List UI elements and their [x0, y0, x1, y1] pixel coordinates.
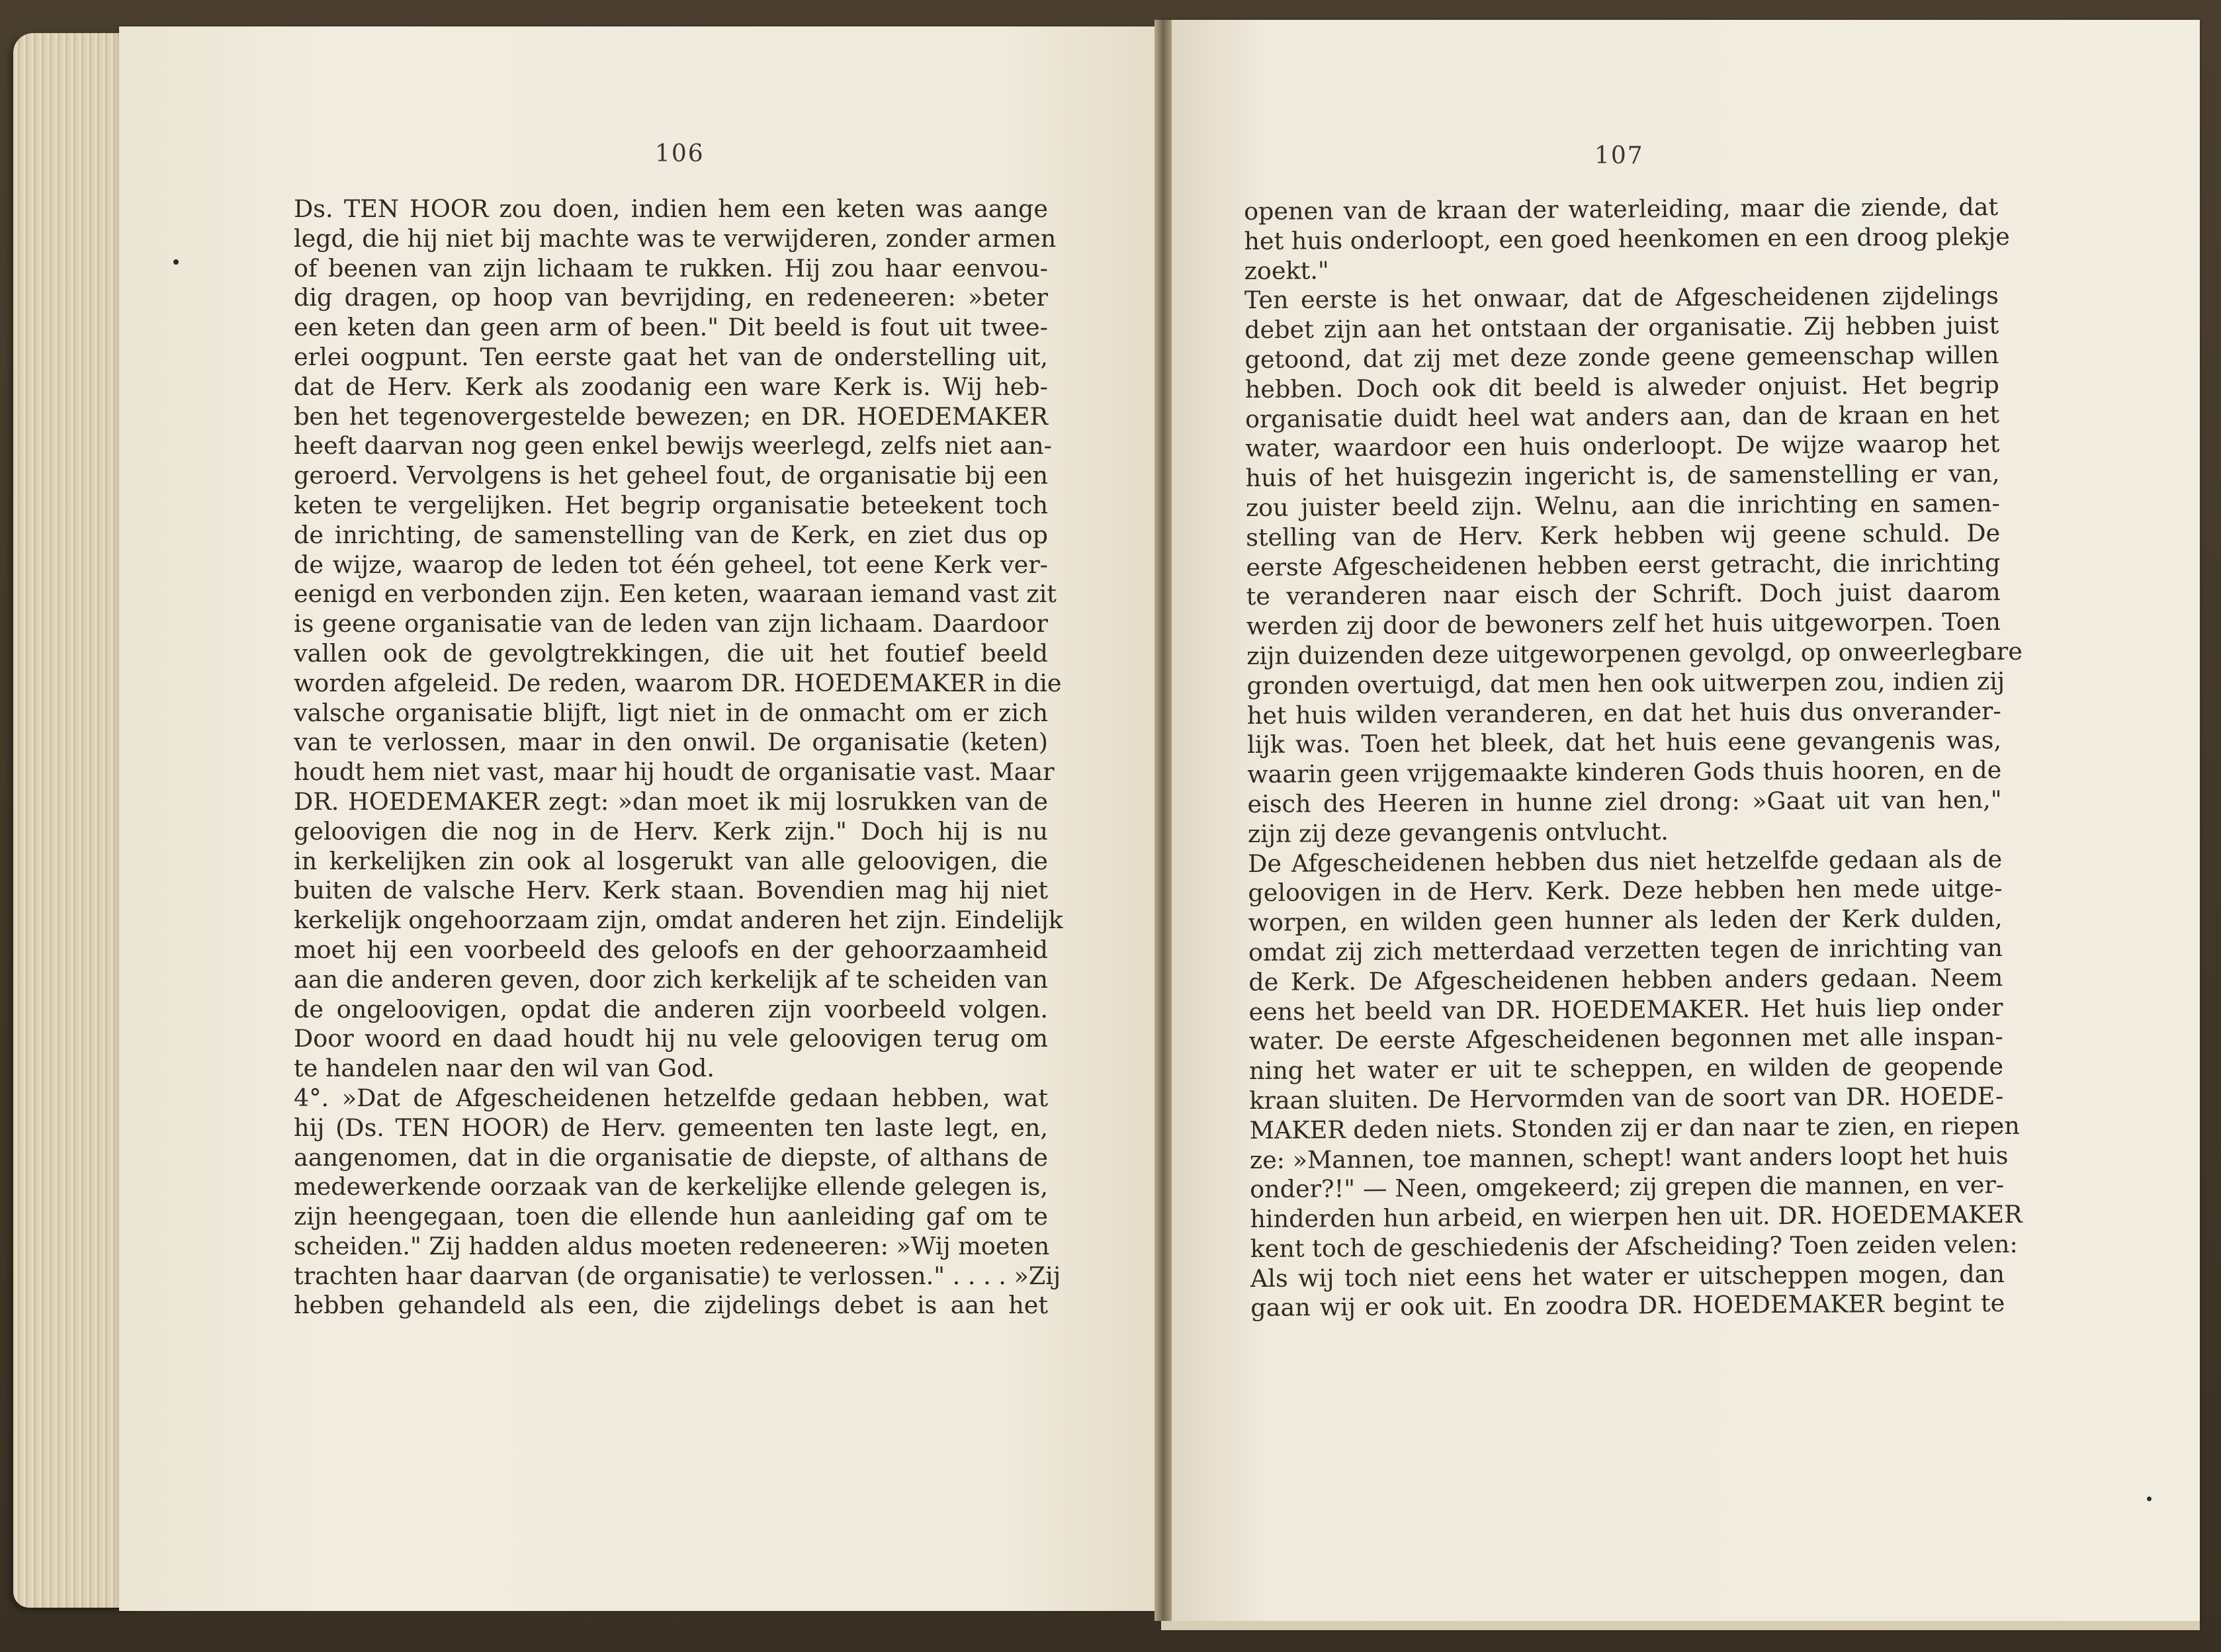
text-line: werden zij door de bewoners zelf het huis uitgeworpen. Toen — [1246, 607, 2001, 641]
text-line: hinderden hun arbeid, en wierpen hen uit. DR. HOEDEMAKER — [1250, 1199, 2023, 1234]
page-number-right: 107 — [1594, 142, 1644, 169]
right-page-text — [1244, 193, 2023, 1323]
text-line: moet hij een voorbeeld des geloofs en der gehoorzaamheid — [294, 935, 1048, 964]
text-line: lijk was. Toen het bleek, dat het huis eene gevangenis was, — [1246, 726, 2002, 760]
text-line: hebben gehandeld als een, die zijdelings debet is aan het — [294, 1291, 1048, 1320]
text-line: gaan wij er ook uit. En zoodra DR. HOEDEMAKER begint te — [1250, 1289, 2005, 1323]
text-line: te handelen naar den wil van God. — [294, 1054, 715, 1083]
text-line: ben het tegenovergestelde bewezen; en DR. HOEDEMAKER — [294, 402, 1048, 431]
text-line: eisch des Heeren in hunne ziel drong: »Gaat uit van hen," — [1247, 785, 2002, 818]
text-line: van te verlossen, maar in den onwil. De organisatie (keten) — [294, 728, 1048, 757]
text-line: debet zijn aan het ontstaan der organisatie. Zij hebben juist — [1244, 311, 1999, 345]
text-line: water, waardoor een huis onderloopt. De wijze waarop het — [1245, 429, 2000, 463]
text-line: hij (Ds. TEN HOOR) de Herv. gemeenten ten laste legt, en, — [294, 1113, 1048, 1142]
text-line: zou juister beeld zijn. Welnu, aan die inrichting en samen- — [1245, 488, 2000, 522]
text-line: omdat zij zich metterdaad verzetten tegen de inrichting van — [1248, 933, 2003, 967]
text-line: geloovigen in de Herv. Kerk. Deze hebben hen mede uitge- — [1248, 874, 2003, 908]
text-line: keten te vergelijken. Het begrip organisatie beteekent toch — [294, 490, 1048, 519]
page-number-left: 106 — [655, 140, 705, 167]
text-line: hebben. Doch ook dit beeld is alweder onjuist. Het begrip — [1244, 370, 1999, 404]
text-line: kraan sluiten. De Hervormden van de soort van DR. HOEDE- — [1249, 1081, 2004, 1115]
text-line: eens het beeld van DR. HOEDEMAKER. Het huis liep onder — [1248, 992, 2003, 1026]
text-line: eerste Afgescheidenen hebben eerst getracht, die inrichting — [1246, 548, 2001, 582]
text-line: medewerkende oorzaak van de kerkelijke ellende gelegen is, — [294, 1172, 1048, 1201]
text-line: geloovigen die nog in de Herv. Kerk zijn." Doch hij is nu — [294, 816, 1048, 846]
text-line: water. De eerste Afgescheidenen begonnen met alle inspan- — [1248, 1022, 2003, 1056]
text-line: ze: »Mannen, toe mannen, schept! want anders loopt het huis — [1249, 1141, 2009, 1174]
text-line: zijn heengegaan, toen die ellende hun aanleiding gaf om te — [294, 1202, 1048, 1231]
text-line: zoekt." — [1244, 255, 1329, 285]
text-line: scheiden." Zij hadden aldus moeten redeneeren: »Wij moeten — [294, 1231, 1050, 1260]
text-line: aangenomen, dat in die organisatie de diepste, of althans de — [294, 1143, 1048, 1172]
text-line: gronden overtuigd, dat men hen ook uitwerpen zou, indien zij — [1246, 666, 2005, 700]
text-line: Als wij toch niet eens het water er uitscheppen mogen, dan — [1250, 1259, 2005, 1293]
text-line: het huis wilden veranderen, en dat het huis dus onverander- — [1246, 696, 2001, 730]
text-line: DR. HOEDEMAKER zegt: »dan moet ik mij losrukken van de — [294, 787, 1048, 816]
text-line: eenigd en verbonden zijn. Een keten, waaraan iemand vast zit — [294, 580, 1057, 609]
text-line: zijn zij deze gevangenis ontvlucht. — [1247, 816, 1669, 848]
text-line: trachten haar daarvan (de organisatie) te verlossen." . . . . »Zij — [294, 1261, 1061, 1290]
ink-speck — [173, 259, 179, 265]
text-line: MAKER deden niets. Stonden zij er dan naar te zien, en riepen — [1249, 1111, 2020, 1145]
text-line: valsche organisatie blijft, ligt niet in de onmacht om er zich — [294, 698, 1048, 727]
text-line: aan die anderen geven, door zich kerkelijk af te scheiden van — [294, 965, 1048, 994]
text-line: De Afgescheidenen hebben dus niet hetzelfde gedaan als de — [1248, 844, 2003, 878]
text-line: legd, die hij niet bij machte was te verwijderen, zonder armen — [294, 224, 1057, 253]
text-line: stelling van de Herv. Kerk hebben wij geene schuld. De — [1246, 518, 2001, 552]
text-line: Ten eerste is het onwaar, dat de Afgescheidenen zijdelings — [1244, 281, 1999, 315]
text-line: vallen ook de gevolgtrekkingen, die uit het foutief beeld — [294, 638, 1048, 668]
ink-speck — [2147, 1497, 2152, 1501]
text-line: de Kerk. De Afgescheidenen hebben anders gedaan. Neem — [1248, 963, 2003, 996]
text-line: of beenen van zijn lichaam te rukken. Hij zou haar eenvou- — [294, 253, 1048, 283]
text-line: de ongeloovigen, opdat die anderen zijn voorbeeld volgen. — [294, 994, 1048, 1023]
text-line: huis of het huisgezin ingericht is, de samenstelling er van, — [1245, 459, 2000, 493]
text-line: Door woord en daad houdt hij nu vele geloovigen terug om — [294, 1024, 1048, 1053]
text-line: houdt hem niet vast, maar hij houdt de organisatie vast. Maar — [294, 758, 1055, 787]
text-line: kent toch de geschiedenis der Afscheiding? Toen zeiden velen: — [1250, 1229, 2018, 1263]
text-line: ning het water er uit te scheppen, en wilden de geopende — [1248, 1052, 2004, 1086]
text-line: getoond, dat zij met deze zonde geene gemeenschap willen — [1244, 341, 1999, 374]
text-line: buiten de valsche Herv. Kerk staan. Bovendien mag hij niet — [294, 876, 1048, 905]
text-line: erlei oogpunt. Ten eerste gaat het van de onderstelling uit, — [294, 342, 1048, 371]
text-line: in kerkelijken zin ook al losgerukt van alle geloovigen, die — [294, 846, 1048, 875]
text-line: de wijze, waarop de leden tot één geheel, tot eene Kerk ver- — [294, 550, 1048, 579]
text-line: een keten dan geen arm of been." Dit beeld is fout uit twee- — [294, 313, 1048, 342]
text-line: geroerd. Vervolgens is het geheel fout, de organisatie bij een — [294, 461, 1048, 490]
text-line: zijn duizenden deze uitgeworpenen gevolgd, op onweerlegbare — [1246, 636, 2023, 670]
text-line: worpen, en wilden geen hunner als leden der Kerk dulden, — [1248, 904, 2003, 937]
text-line: kerkelijk ongehoorzaam zijn, omdat anderen het zijn. Eindelijk — [294, 906, 1063, 935]
text-line: onder?!" — Neen, omgekeerd; zij grepen die mannen, en ver- — [1250, 1170, 2005, 1204]
text-line: het huis onderloopt, een goed heenkomen en een droog plekje — [1244, 222, 2010, 255]
text-line: openen van de kraan der waterleiding, maar die ziende, dat — [1244, 193, 1999, 226]
text-line: heeft daarvan nog geen enkel bewijs weerlegd, zelfs niet aan- — [294, 431, 1052, 460]
text-line: Ds. TEN HOOR zou doen, indien hem een keten was aange — [294, 195, 1048, 223]
text-line: organisatie duidt heel wat anders aan, dan de kraan en het — [1244, 400, 2000, 433]
text-line: dat de Herv. Kerk als zoodanig een ware Kerk is. Wij heb- — [294, 372, 1048, 401]
book-gutter — [1154, 20, 1172, 1621]
text-line: waarin geen vrijgemaakte kinderen Gods thuis hooren, en de — [1247, 756, 2002, 789]
text-line: te veranderen naar eisch der Schrift. Doch juist daarom — [1246, 578, 2001, 611]
text-line: is geene organisatie van de leden van zijn lichaam. Daardoor — [294, 609, 1048, 638]
text-line: 4°. »Dat de Afgescheidenen hetzelfde gedaan hebben, wat — [294, 1083, 1048, 1112]
left-page-text — [294, 195, 1063, 1321]
text-line: worden afgeleid. De reden, waarom DR. HOEDEMAKER in die — [294, 668, 1062, 697]
text-line: de inrichting, de samenstelling van de Kerk, en ziet dus op — [294, 520, 1048, 549]
text-line: dig dragen, op hoop van bevrijding, en redeneeren: »beter — [294, 283, 1048, 312]
